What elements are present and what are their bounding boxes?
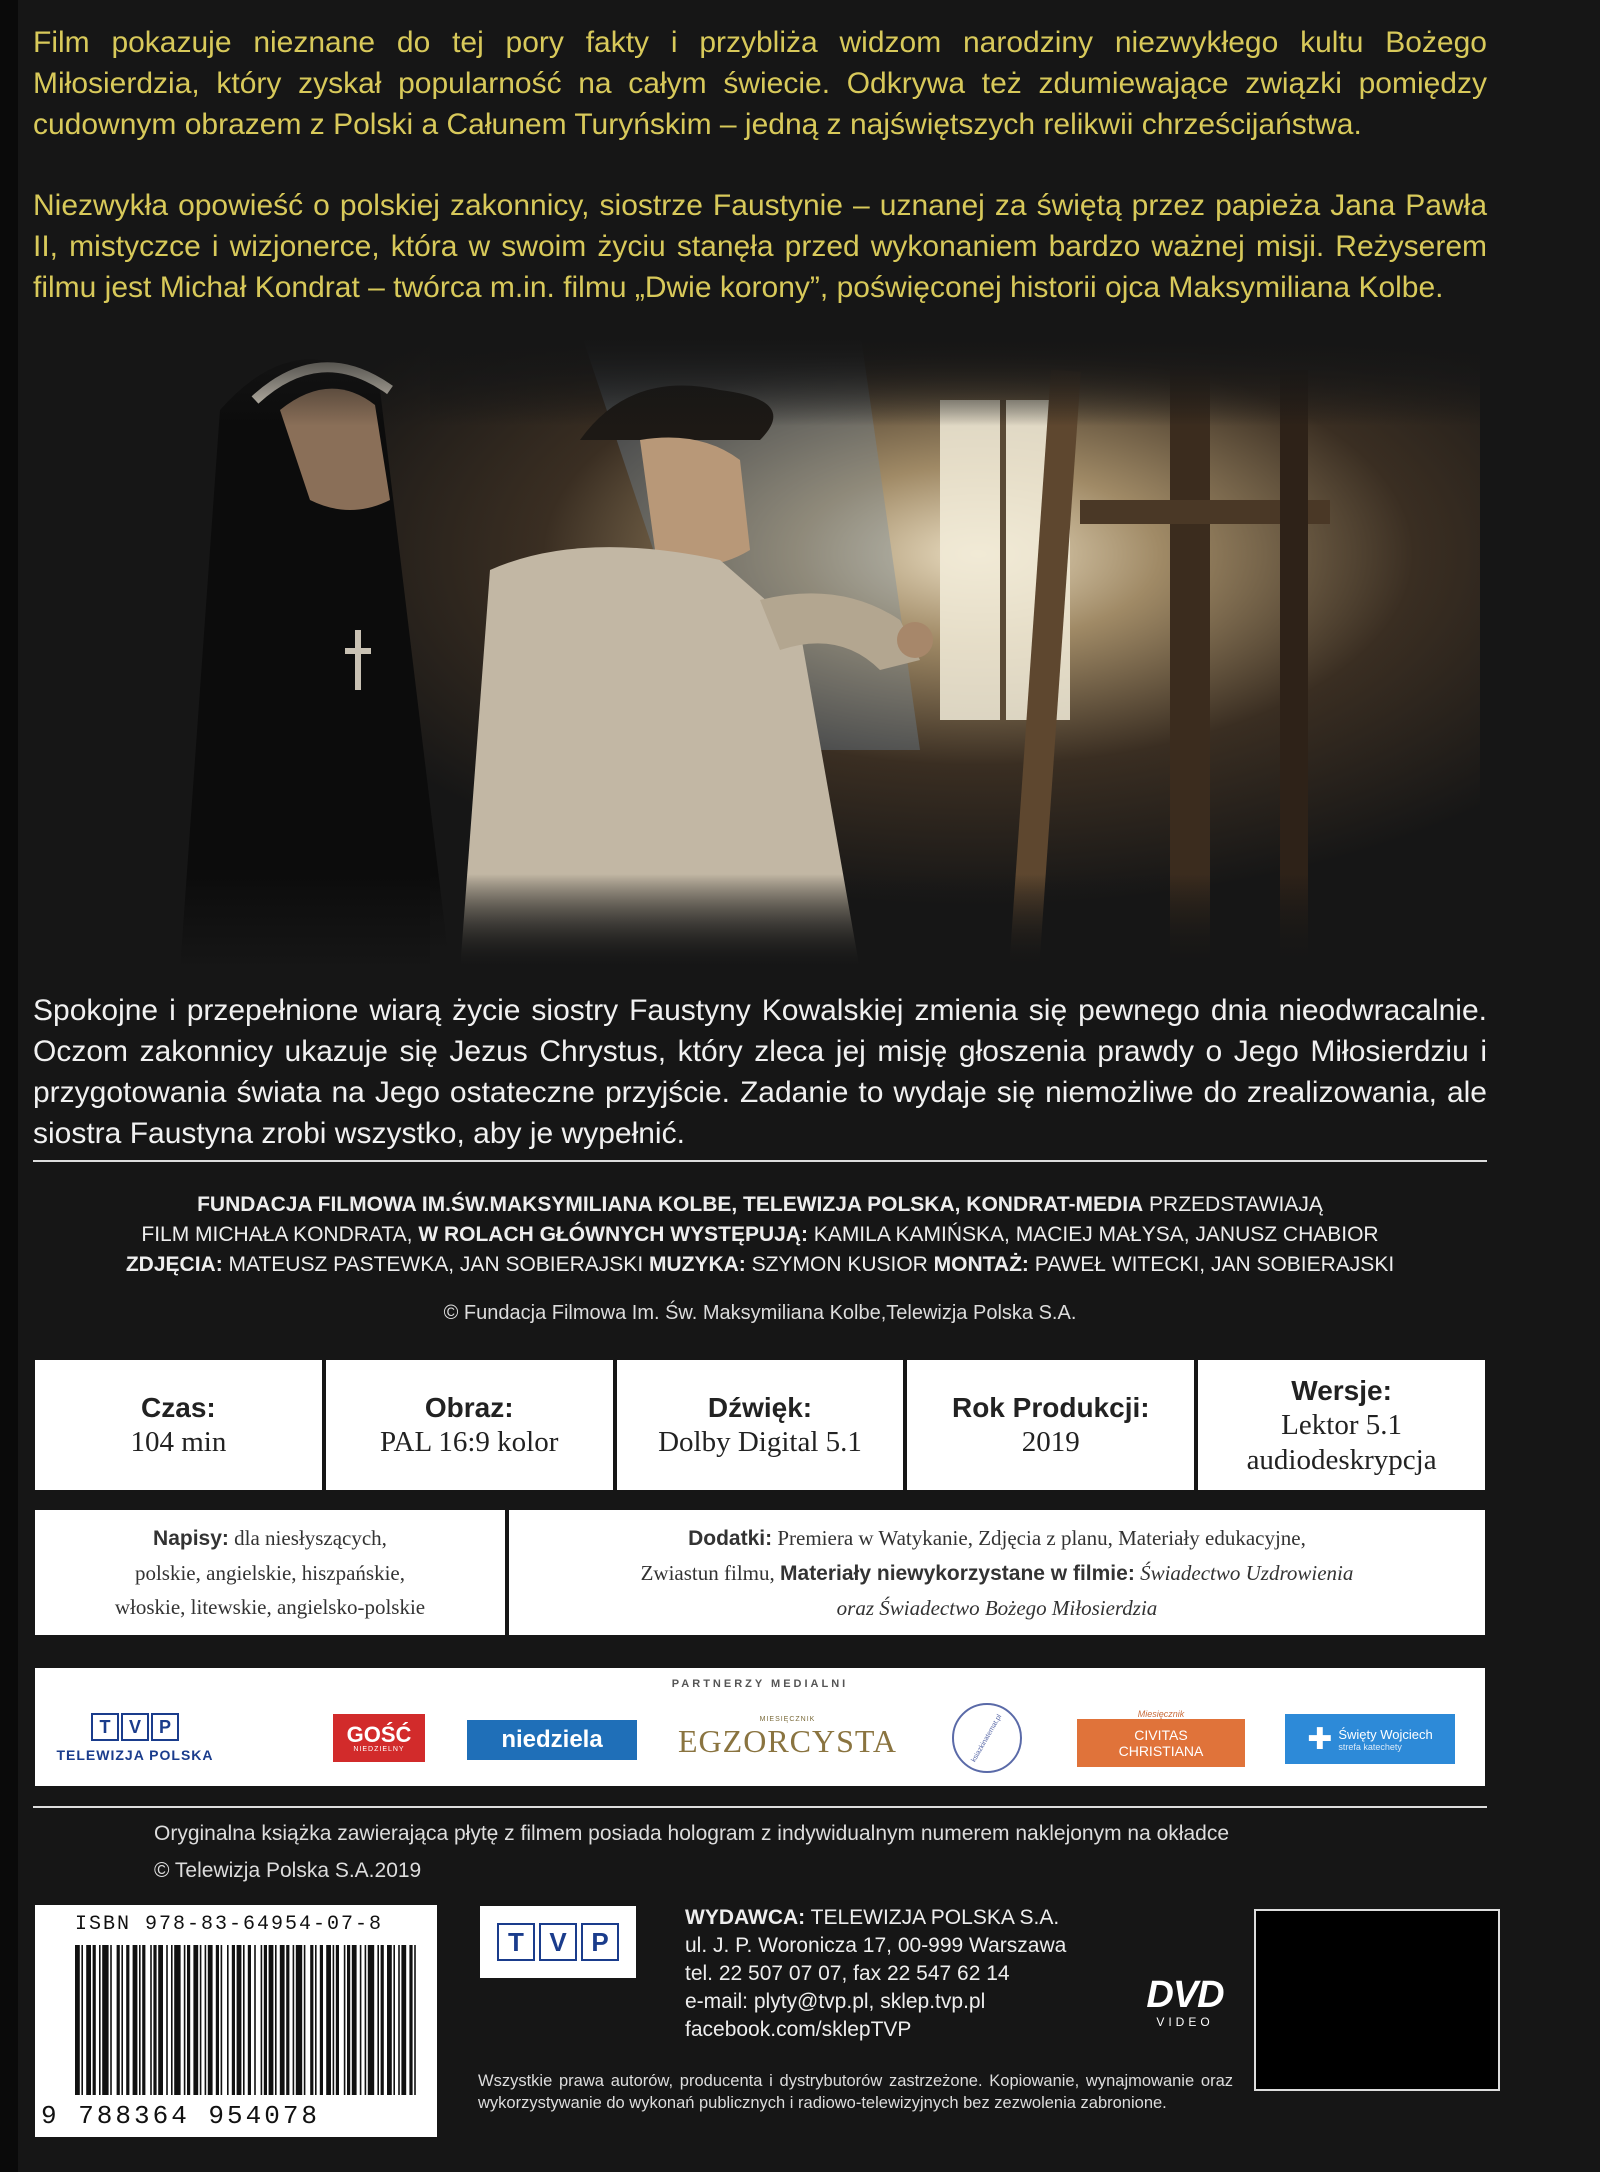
ksiazki-title: ksiazkinatemat.pl [970,1712,1004,1764]
publisher-info [685,1904,1066,2044]
barcode-bar [126,1945,129,2095]
egzorcysta-sup: MIESIĘCZNIK [759,1716,816,1723]
tvp-letter: V [121,1713,149,1741]
publisher-address: ul. J. P. Woronicza 17, 00-999 Warszawa [685,1934,1067,1957]
barcode-bar [193,1945,198,2095]
barcode-bar [216,1945,219,2095]
credits-line-2 [33,1220,1487,1250]
barcode-bar [315,1945,317,2095]
barcode-bar [227,1945,229,2095]
intro-paragraph-2: Niezwykła opowieść o polskiej zakonnicy, siostrze Faustynie – uznanej za świętą przez papieża Jana Pawła II, mistyczce i wizjonerce, która w swoim życiu stanęła przed wykonaniem bardzo ważnej misji. Reżyserem filmu jest Michał Kondrat – twórca m.in. filmu „Dwie korony”, poświęconej historii ojca Maksymiliana Kolbe. [33,189,1487,304]
barcode-bar [166,1945,168,2095]
credits-cast: KAMILA KAMIŃSKA, MACIEJ MAŁYSA, JANUSZ CHABIOR [807,1223,1379,1246]
extras-line: Świadectwo Uzdrowienia [1134,1560,1354,1585]
extras-unused-label: Materiały niewykorzystane w filmie: [780,1561,1135,1585]
tvp-letter: T [91,1713,119,1741]
tvp-letter: P [581,1923,619,1961]
barcode-bar [248,1945,251,2095]
extras-line: Premiera w Watykanie, Zdjęcia z planu, Materiały edukacyjne, [772,1525,1306,1550]
subtitles-line: polskie, angielskie, hiszpańskie, [134,1561,405,1585]
partner-logo-civitas [1077,1708,1245,1768]
intro-paragraph-1: Film pokazuje nieznane do tej pory fakty i przybliża widzom narodziny niezwykłego kultu Bożego Miłosierdzia, który zyskał popularność na całym świecie. Odkrywa też zdumiewające związki pomiędzy cudownym obrazem z Polski a Całunem Turyńskim – jedną z najświętszych relikwii chrześcijaństwa. [33,26,1487,141]
barcode-bar [99,1945,101,2095]
barcode-bar [208,1945,213,2095]
spec-picture [326,1360,613,1490]
barcode-bar [174,1945,180,2095]
barcode-bar [275,1945,277,2095]
barcode-bar [293,1945,295,2095]
barcode-bar [139,1945,141,2095]
barcode-bar [184,1945,186,2095]
barcode-bar [347,1945,350,2095]
credits-editing-label: MONTAŻ: [933,1253,1029,1276]
barcode-digits: 9 788364 954078 [41,2101,321,2131]
credits-line-1 [33,1190,1487,1220]
barcode-bar [81,1945,83,2095]
barcode-bar [93,1945,96,2095]
subtitles-label: Napisy: [153,1527,229,1550]
barcode-bar [264,1945,267,2095]
barcode-bar [336,1945,339,2095]
barcode-bar [171,1945,173,2095]
barcode-bar [102,1945,108,2095]
credits-photo: MATEUSZ PASTEWKA, JAN SOBIERAJSKI [222,1253,649,1276]
publisher-facebook: facebook.com/sklepTVP [685,2018,912,2041]
barcode-bar [304,1945,306,2095]
barcode-bar [158,1945,163,2095]
barcode-bar [153,1945,156,2095]
barcode-bar [409,1945,412,2095]
barcode-bar [286,1945,289,2095]
spec-label: Dźwięk: [707,1392,813,1423]
barcode-bar [296,1945,302,2095]
publisher-name: TELEWIZJA POLSKA S.A. [805,1906,1060,1929]
hologram-sticker-area [1254,1909,1500,2091]
barcode-bar [280,1945,285,2095]
partner-logo-niedziela [467,1720,637,1760]
info-row [35,1510,1485,1635]
barcode-bar [75,1945,80,2095]
barcode-bar [320,1945,323,2095]
barcode-bar [110,1945,112,2095]
barcode-bar [326,1945,331,2095]
gosc-title: GOŚĆ [346,1721,412,1747]
wojciech-sub: strefa katechety [1338,1741,1402,1752]
barcode-bar [310,1945,313,2095]
extras-line: Zwiastun filmu, [640,1560,781,1585]
barcode-bar [398,1945,400,2095]
barcode-bar [187,1945,190,2095]
isbn: ISBN 978-83-64954-07-8 [75,1913,384,1936]
barcode-bar [237,1945,242,2095]
subtitles-line: włoskie, litewskie, angielsko-polskie [114,1595,426,1619]
dvd-logo-sub: VIDEO [1156,2015,1214,2029]
credits-producers: FUNDACJA FILMOWA IM.ŚW.MAKSYMILIANA KOLBE, TELEWIZJA POLSKA, KONDRAT-MEDIA [197,1193,1144,1216]
gosc-sub: NIEDZIELNY [353,1745,405,1753]
barcode-bar [86,1945,91,2095]
media-partners [35,1668,1485,1786]
spec-label: Rok Produkcji: [951,1392,1150,1423]
civitas-title: CHRISTIANA [1118,1743,1204,1759]
partner-logo-tvp [50,1708,220,1768]
tvp-copyright: © Telewizja Polska S.A.2019 [154,1859,422,1882]
divider [33,1160,1487,1162]
cover-edge [0,0,18,2172]
partners-title: PARTNERZY MEDIALNI [671,1678,849,1690]
credits-cast-label: W ROLACH GŁÓWNYCH WYSTĘPUJĄ: [418,1223,808,1246]
spec-versions [1198,1360,1485,1490]
spec-year [907,1360,1194,1490]
barcode-bar [150,1945,152,2095]
spec-value: Lektor 5.1 [1281,1408,1402,1441]
credits-presents: PRZEDSTAWIAJĄ [1143,1193,1323,1216]
barcode-bar [133,1945,138,2095]
civitas-sup: Miesięcznik [1137,1709,1185,1719]
credits-photo-label: ZDJĘCIA: [125,1253,223,1276]
partner-logo-gosc [333,1714,425,1762]
barcode-bar [365,1945,367,2095]
barcode-bar [401,1945,406,2095]
spec-value: 2019 [1021,1426,1080,1458]
partner-logo-ksiazki [947,1708,1027,1768]
tvp-caption: TELEWIZJA POLSKA [56,1747,214,1763]
spec-value: audiodeskrypcja [1246,1443,1437,1476]
partner-logo-egzorcysta [675,1708,900,1768]
barcode-bar [232,1945,235,2095]
publisher-phone: tel. 22 507 07 07, fax 22 547 62 14 [685,1962,1010,1985]
egzorcysta-title: EGZORCYSTA [678,1723,897,1759]
credits-line-3 [33,1250,1487,1280]
dvd-logo-text: DVD [1146,1974,1224,2016]
barcode-bar [344,1945,346,2095]
civitas-title: CIVITAS [1134,1727,1188,1743]
spec-label: Wersje: [1291,1374,1392,1406]
niedziela-title: niedziela [501,1726,603,1753]
publisher-email: e-mail: plyty@tvp.pl, sklep.tvp.pl [685,1990,986,2013]
barcode-bar [393,1945,395,2095]
barcode-bar [254,1945,256,2095]
divider [33,1806,1487,1808]
barcode-bar [381,1945,384,2095]
barcode-bars [75,1945,425,2095]
subtitles-box [35,1510,505,1635]
spec-label: Obraz: [424,1392,514,1423]
spec-label: Czas: [141,1392,216,1423]
film-still-photo [160,330,1480,970]
tvp-letter: P [151,1713,179,1741]
barcode-bar [243,1945,245,2095]
credits-music-label: MUZYKA: [648,1253,746,1276]
tvp-letter: T [497,1923,535,1961]
barcode-bar [221,1945,223,2095]
synopsis: Spokojne i przepełnione wiarą życie siostry Faustyny Kowalskiej zmienia się pewnego dnia nieodwracalnie. Oczom zakonnicy ukazuje się Jezus Chrystus, który zleca jej misję głoszenia prawdy o Jego Miłosierdziu i przygotowania świata na Jego ostateczne przyjście. Zadanie to wydaje się niemożliwe do zrealizowania, ale siostra Faustyna zrobi wszystko, aby je wypełnić. [33,994,1487,1150]
credits [33,1190,1487,1280]
credits-music: SZYMON KUSIOR [745,1253,934,1276]
rights-notice: Wszystkie prawa autorów, producenta i dystrybutorów zastrzeżone. Kopiowanie, wynajmowanie oraz wykorzystywanie do wykonań publicznych i radiowo-telewizyjnych bez zezwolenia zabronione. [478,2072,1233,2112]
barcode-bar [414,1945,416,2095]
dvd-video-logo [1135,1975,1235,2045]
barcode-bar [368,1945,374,2095]
barcode [35,1905,437,2137]
publisher-label: WYDAWCA: [685,1906,806,1929]
barcode-bar [387,1945,392,2095]
extras-line: oraz Świadectwo Bożego Miłosierdzia [836,1595,1158,1620]
extras-box [509,1510,1485,1635]
barcode-bar [205,1945,207,2095]
partner-logo-swiety-wojciech [1285,1714,1455,1764]
tvp-letter: V [539,1923,577,1961]
barcode-bar [352,1945,357,2095]
credits-editing: PAWEŁ WITECKI, JAN SOBIERAJSKI [1028,1253,1395,1276]
credits-director: FILM MICHAŁA KONDRATA, [141,1223,419,1246]
spec-sound [617,1360,904,1490]
spec-row [35,1360,1485,1490]
spec-value: Dolby Digital 5.1 [658,1426,862,1458]
spec-value: 104 min [130,1426,227,1458]
spec-duration [35,1360,322,1490]
hologram-note: Oryginalna książka zawierająca płytę z filmem posiada hologram z indywidualnym numerem naklejonym na okładce [154,1822,1229,1845]
barcode-bar [360,1945,362,2095]
barcode-bar [121,1945,123,2095]
wojciech-title: Święty Wojciech [1338,1726,1433,1742]
tvp-logo [480,1906,636,1978]
barcode-bar [377,1945,379,2095]
extras-label: Dodatki: [688,1526,773,1550]
cross-icon: ✚ [1307,1722,1333,1756]
subtitles-line: dla niesłyszących, [228,1526,387,1550]
barcode-bar [261,1945,263,2095]
spec-value: PAL 16:9 kolor [380,1426,559,1458]
barcode-bar [142,1945,145,2095]
barcode-bar [269,1945,274,2095]
copyright: © Fundacja Filmowa Im. Św. Maksymiliana Kolbe,Telewizja Polska S.A. [443,1302,1077,1324]
barcode-bar [200,1945,202,2095]
barcode-bar [117,1945,120,2095]
barcode-bar [333,1945,335,2095]
